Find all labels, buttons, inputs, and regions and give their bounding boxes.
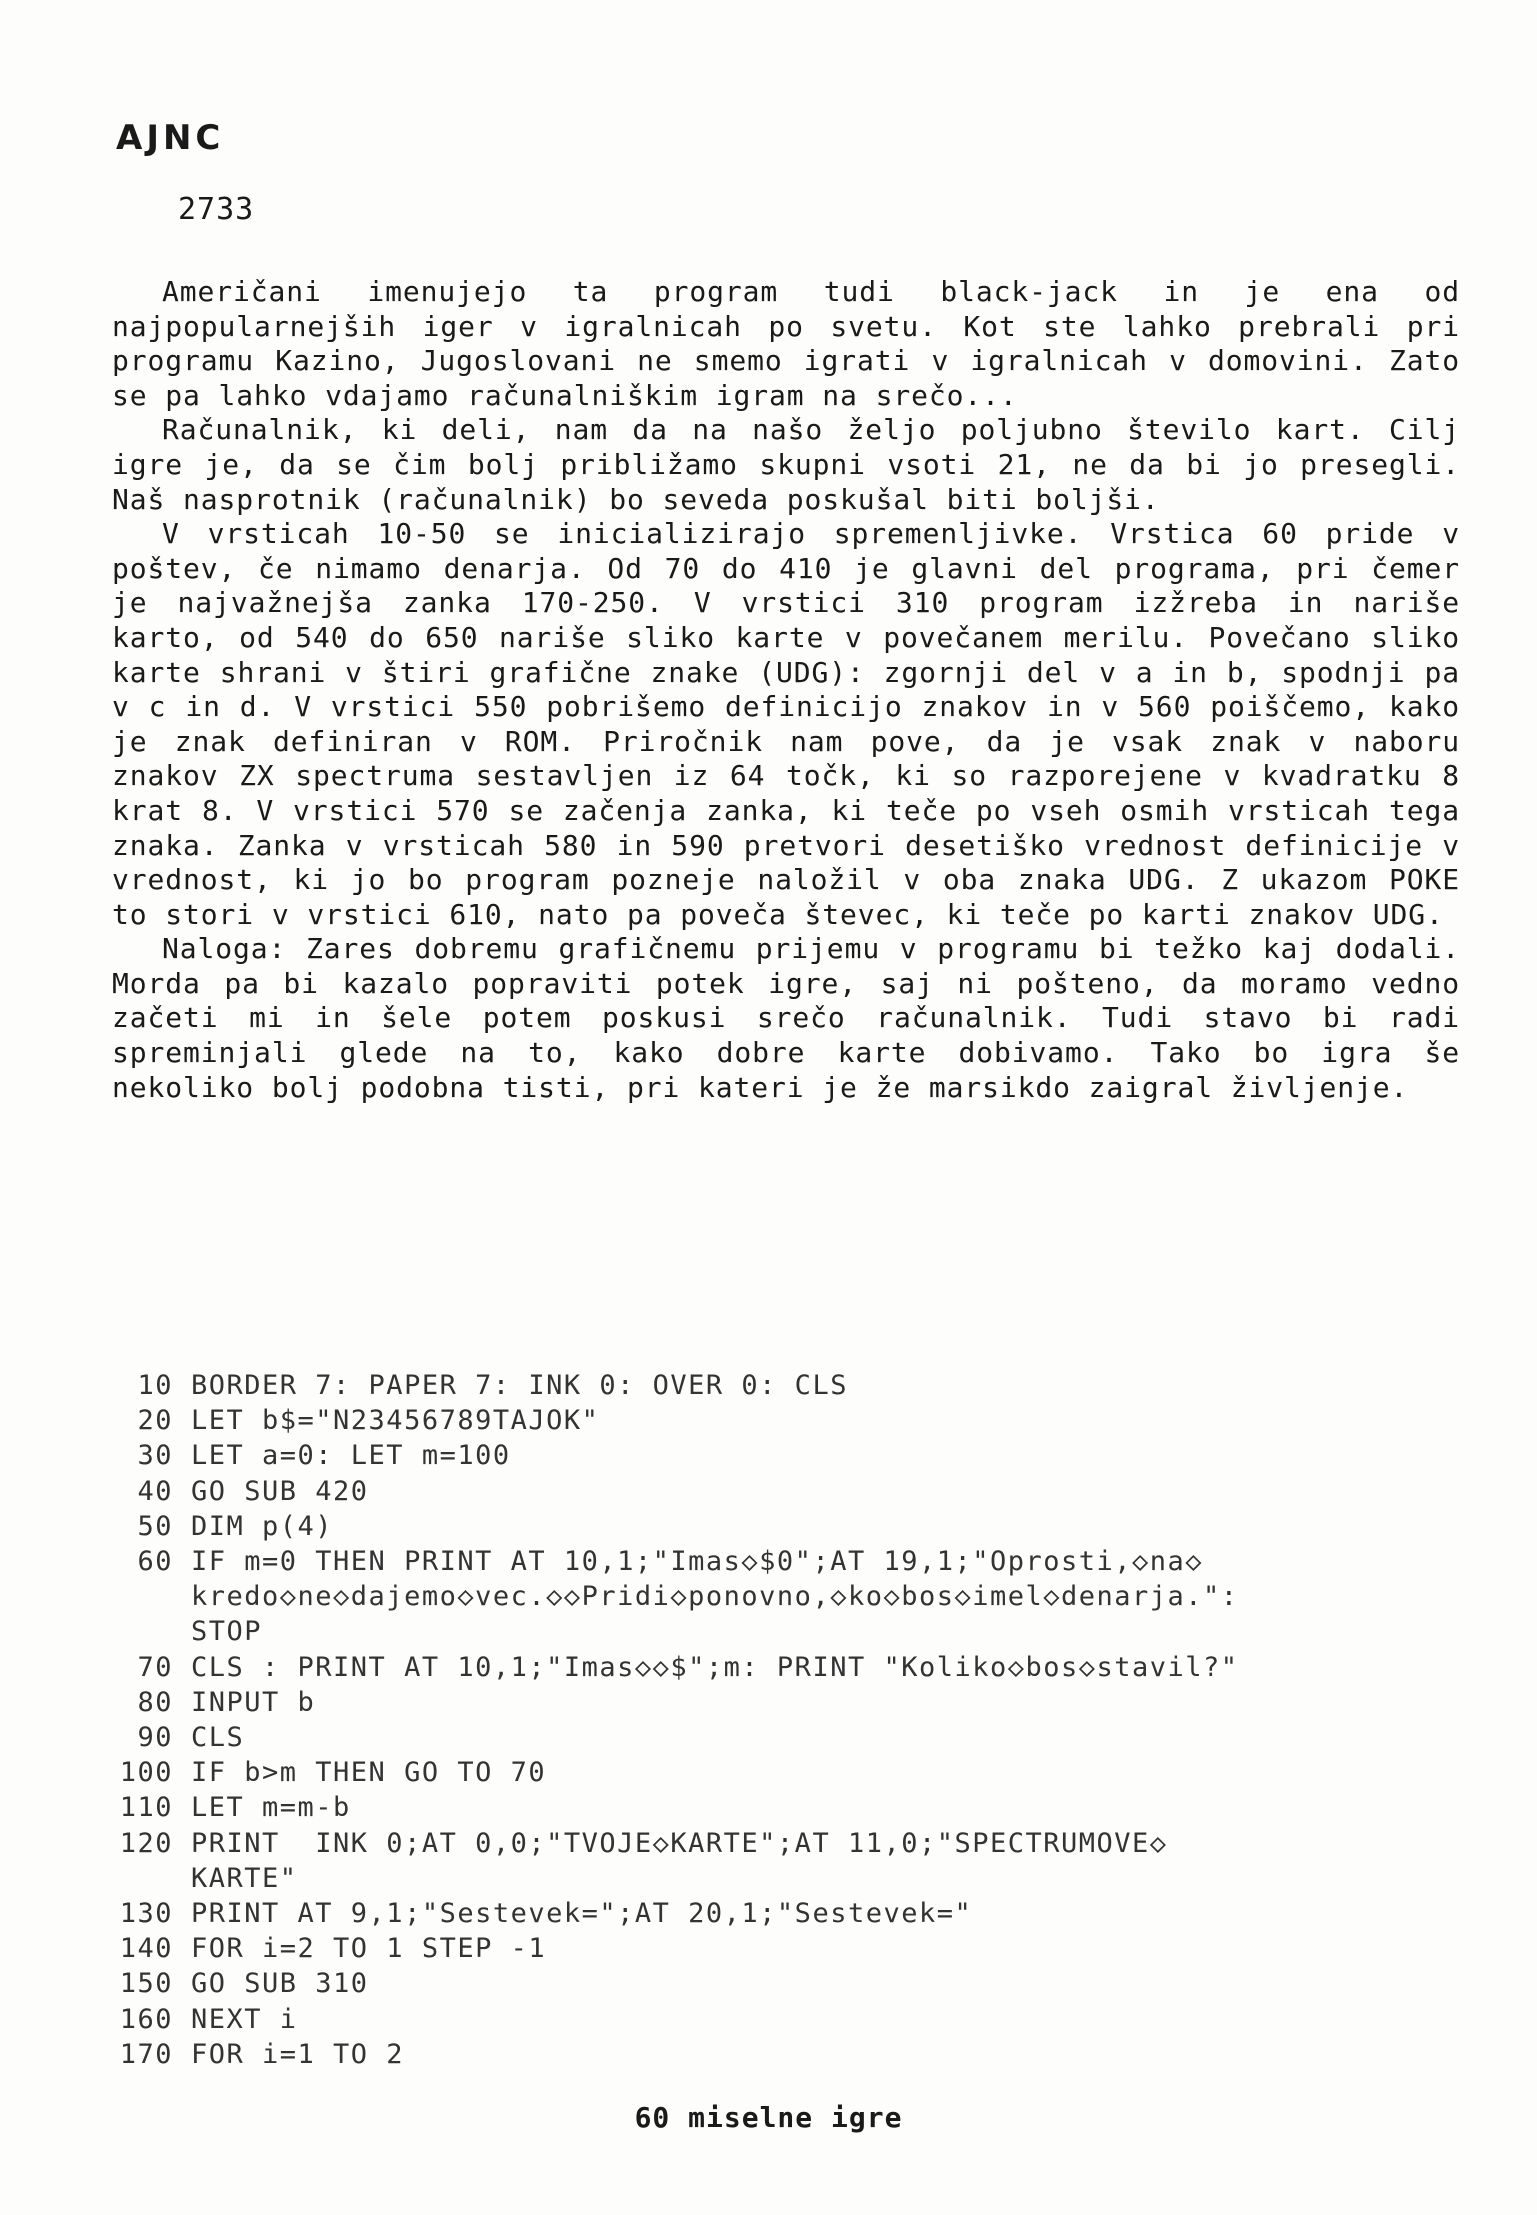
line-number: 70 <box>137 1651 173 1683</box>
line-number: 30 <box>137 1440 173 1472</box>
line-number: 120 <box>119 1827 173 1859</box>
line-number: 10 <box>137 1370 173 1401</box>
code-line <box>105 1826 1445 1896</box>
code-line <box>105 1650 1445 1685</box>
code-line <box>105 1544 1445 1650</box>
line-number: 60 <box>137 1546 173 1578</box>
code-line <box>105 1720 1445 1755</box>
code-line <box>105 2002 1445 2037</box>
code-line <box>105 2037 1445 2072</box>
line-code: CLS <box>191 1722 245 1754</box>
line-number: 150 <box>119 1968 173 2000</box>
line-number: 40 <box>137 1475 173 1507</box>
line-number: 130 <box>119 1898 173 1930</box>
line-number: 140 <box>119 1933 173 1965</box>
line-code: LET m=m-b <box>191 1792 351 1824</box>
line-code: INPUT b <box>191 1686 316 1718</box>
line-code: IF b>m THEN GO TO 70 <box>191 1757 547 1789</box>
line-code: LET b$="N23456789TAJOK" <box>191 1405 600 1437</box>
line-code: FOR i=2 TO 1 STEP -1 <box>191 1933 547 1965</box>
line-number: 160 <box>119 2003 173 2035</box>
code-line <box>105 1931 1445 1966</box>
basic-program-listing <box>105 1368 1445 2072</box>
line-code: GO SUB 420 <box>191 1475 369 1507</box>
paragraph-task: Naloga: Zares dobremu grafičnemu prijemu v programu bi težko kaj dodali. Morda pa bi kazalo popraviti potek igre, saj ni pošteno, da moramo vedno začeti mi in šele potem poskusi srečo računalnik. Tudi stavo bi radi spreminjali glede na to, kako dobre karte dobivamo. Tako bo igra še nekoliko bolj podobna tisti, pri kateri je že marsikdo zaigral življenje. <box>112 932 1460 1104</box>
line-code: BORDER 7: PAPER 7: INK 0: OVER 0: CLS <box>191 1370 848 1401</box>
code-line <box>105 1474 1445 1509</box>
code-line <box>105 1403 1445 1438</box>
code-line <box>105 1755 1445 1790</box>
line-code: CLS : PRINT AT 10,1;"Imas◇◇$";m: PRINT "Koliko◇bos◇stavil?" <box>191 1651 1239 1683</box>
line-number: 50 <box>137 1510 173 1542</box>
line-code: FOR i=1 TO 2 <box>191 2038 405 2070</box>
paragraph-intro: Američani imenujejo ta program tudi black-jack in je ena od najpopularnejših iger v igralnicah po svetu. Kot ste lahko prebrali pri programu Kazino, Jugoslovani ne smemo igrati v igralnicah v domovini. Zato se pa lahko vdajamo računalniškim igram na srečo... <box>112 275 1460 412</box>
line-number: 100 <box>119 1757 173 1789</box>
paragraph-rules: Računalnik, ki deli, nam da na našo željo poljubno število kart. Cilj igre je, da se čim bolj približamo skupni vsoti 21, ne da bi jo presegli. Naš nasprotnik (računalnik) bo seveda poskušal biti boljši. <box>112 413 1460 516</box>
code-line <box>105 1685 1445 1720</box>
line-number: 170 <box>119 2038 173 2070</box>
line-code: DIM p(4) <box>191 1510 334 1542</box>
code-line <box>105 1966 1445 2001</box>
page-footer: 60 miselne igre <box>634 2101 903 2134</box>
line-code: IF m=0 THEN PRINT AT 10,1;"Imas◇$0";AT 19,1;"Oprosti,◇na◇ kredo◇ne◇dajemo◇vec.◇◇Pridi◇ponovno,◇ko◇bos◇imel◇denarja.": STOP <box>191 1546 1239 1648</box>
line-code: PRINT INK 0;AT 0,0;"TVOJE◇KARTE";AT 11,0;"SPECTRUMOVE◇ KARTE" <box>191 1827 1168 1894</box>
code-line <box>105 1368 1445 1403</box>
line-code: LET a=0: LET m=100 <box>191 1440 511 1472</box>
line-number: 80 <box>137 1686 173 1718</box>
line-code: GO SUB 310 <box>191 1968 369 2000</box>
paragraph-explanation: V vrsticah 10-50 se inicializirajo spremenljivke. Vrstica 60 pride v poštev, če nimamo denarja. Od 70 do 410 je glavni del programa, pri čemer je najvažnejša zanka 170-250. V vrstici 310 program izžreba in nariše karto, od 540 do 650 nariše sliko karte v povečanem merilu. Povečano sliko karte shrani v štiri grafične znake (UDG): zgornji del v a in b, spodnji pa v c in d. V vrstici 550 pobrišemo definicijo znakov in v 560 poiščemo, kako je znak definiran v ROM. Priročnik nam pove, da je vsak znak v naboru znakov ZX spectruma sestavljen iz 64 točk, ki so razporejene v kvadratku 8 krat 8. V vrstici 570 se začenja zanka, ki teče po vseh osmih vrsticah tega znaka. Zanka v vrsticah 580 in 590 pretvori desetiško vrednost definicije v vrednost, ki jo bo program pozneje naložil v oba znaka UDG. Z ukazom POKE to stori v vrstici 610, nato pa poveča števec, ki teče po karti znakov UDG. <box>112 517 1460 931</box>
line-number: 90 <box>137 1722 173 1754</box>
article-body <box>112 275 1460 1105</box>
code-line <box>105 1509 1445 1544</box>
line-number: 20 <box>137 1405 173 1437</box>
line-code: NEXT i <box>191 2003 298 2035</box>
code-line <box>105 1896 1445 1931</box>
code-line <box>105 1438 1445 1473</box>
line-number: 110 <box>119 1792 173 1824</box>
line-code: PRINT AT 9,1;"Sestevek=";AT 20,1;"Sestevek=" <box>191 1898 973 1930</box>
program-code-number: 2733 <box>178 192 255 227</box>
code-line <box>105 1790 1445 1825</box>
program-title: AJNC <box>116 118 225 158</box>
